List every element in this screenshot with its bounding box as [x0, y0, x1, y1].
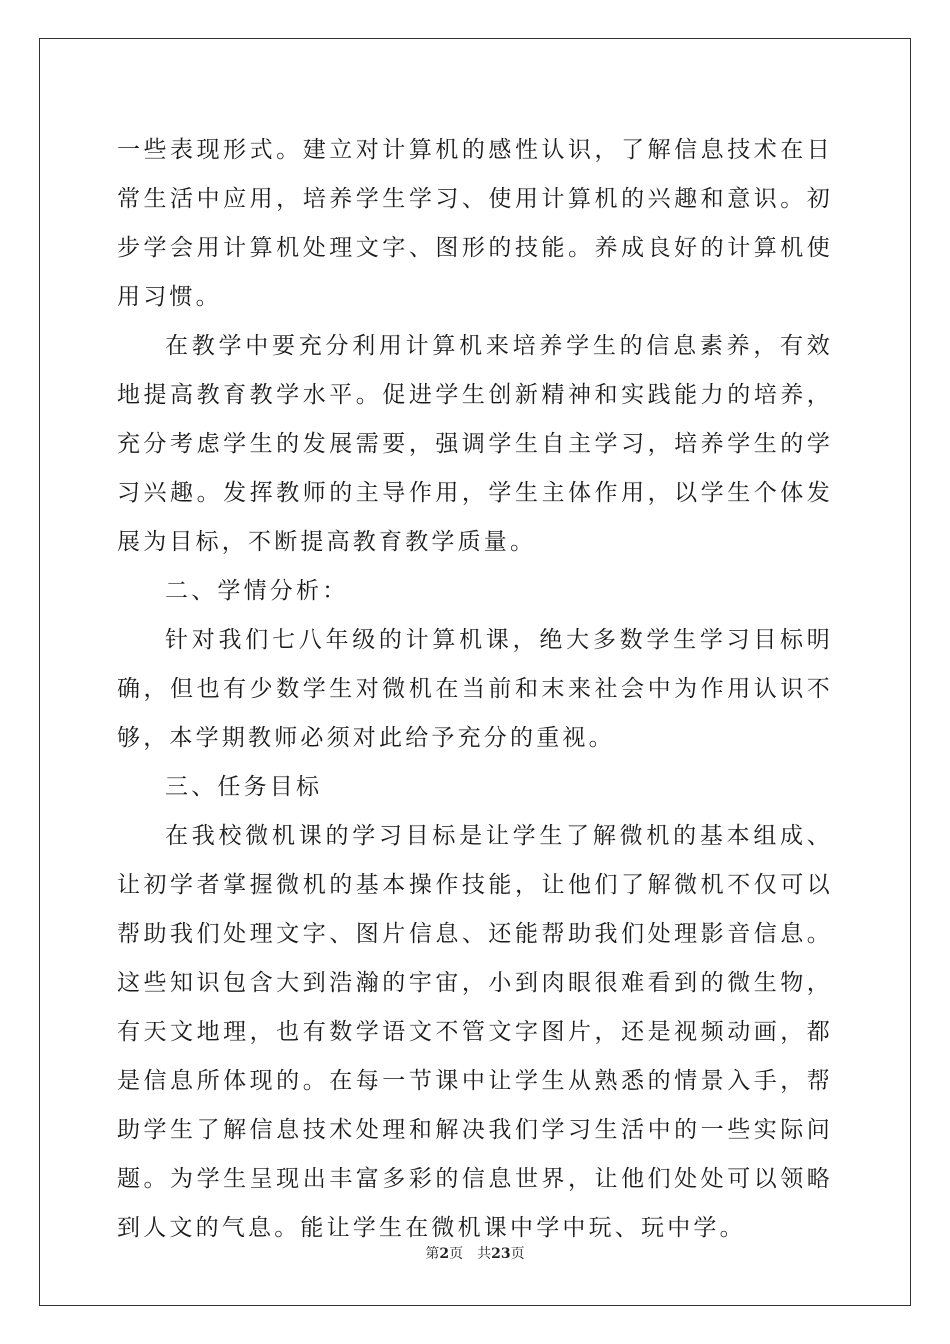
total-prefix: 共: [477, 1246, 492, 1262]
paragraph-1: 一些表现形式。建立对计算机的感性认识，了解信息技术在日常生活中应用，培养学生学习、使用计算机的兴趣和意识。初步学会用计算机处理文字、图形的技能。养成良好的计算机使用习惯。: [117, 137, 833, 310]
page-prefix: 第: [425, 1246, 440, 1262]
paragraph-3: 针对我们七八年级的计算机课，绝大多数学生学习目标明确，但也有少数学生对微机在当前和末来社会中为作用认识不够，本学期教师必须对此给予充分的重视。: [117, 627, 833, 751]
page-number: 2: [439, 1246, 450, 1262]
total-pages: 23: [491, 1246, 511, 1262]
paragraph-4: 在我校微机课的学习目标是让学生了解微机的基本组成、让初学者掌握微机的基本操作技能，让他们了解微机不仅可以帮助我们处理文字、图片信息、还能帮助我们处理影音信息。这些知识包含大到浩瀚的宇宙，小到肉眼很难看到的微生物，有天文地理，也有数学语文不管文字图片，还是视频动画，都是信息所体现的。在每一节课中让学生从熟悉的情景入手，帮助学生了解信息技术处理和解决我们学习生活中的一些实际问题。为学生呈现出丰富多彩的信息世界，让他们处处可以领略到人文的气息。能让学生在微机课中学中玩、玩中学。: [117, 823, 833, 1241]
total-suffix: 页: [510, 1246, 525, 1262]
document-body: [117, 126, 833, 1253]
page-footer: [0, 1243, 950, 1263]
section-heading-task-goals: 三、任务目标: [165, 774, 323, 800]
page-suffix: 页: [449, 1246, 464, 1262]
paragraph-2: 在教学中要充分利用计算机来培养学生的信息素养，有效地提高教育教学水平。促进学生创新精神和实践能力的培养，充分考虑学生的发展需要，强调学生自主学习，培养学生的学习兴趣。发挥教师的主导作用，学生主体作用，以学生个体发展为目标，不断提高教育教学质量。: [117, 333, 833, 555]
section-heading-learning-analysis: 二、学情分析：: [165, 578, 349, 604]
